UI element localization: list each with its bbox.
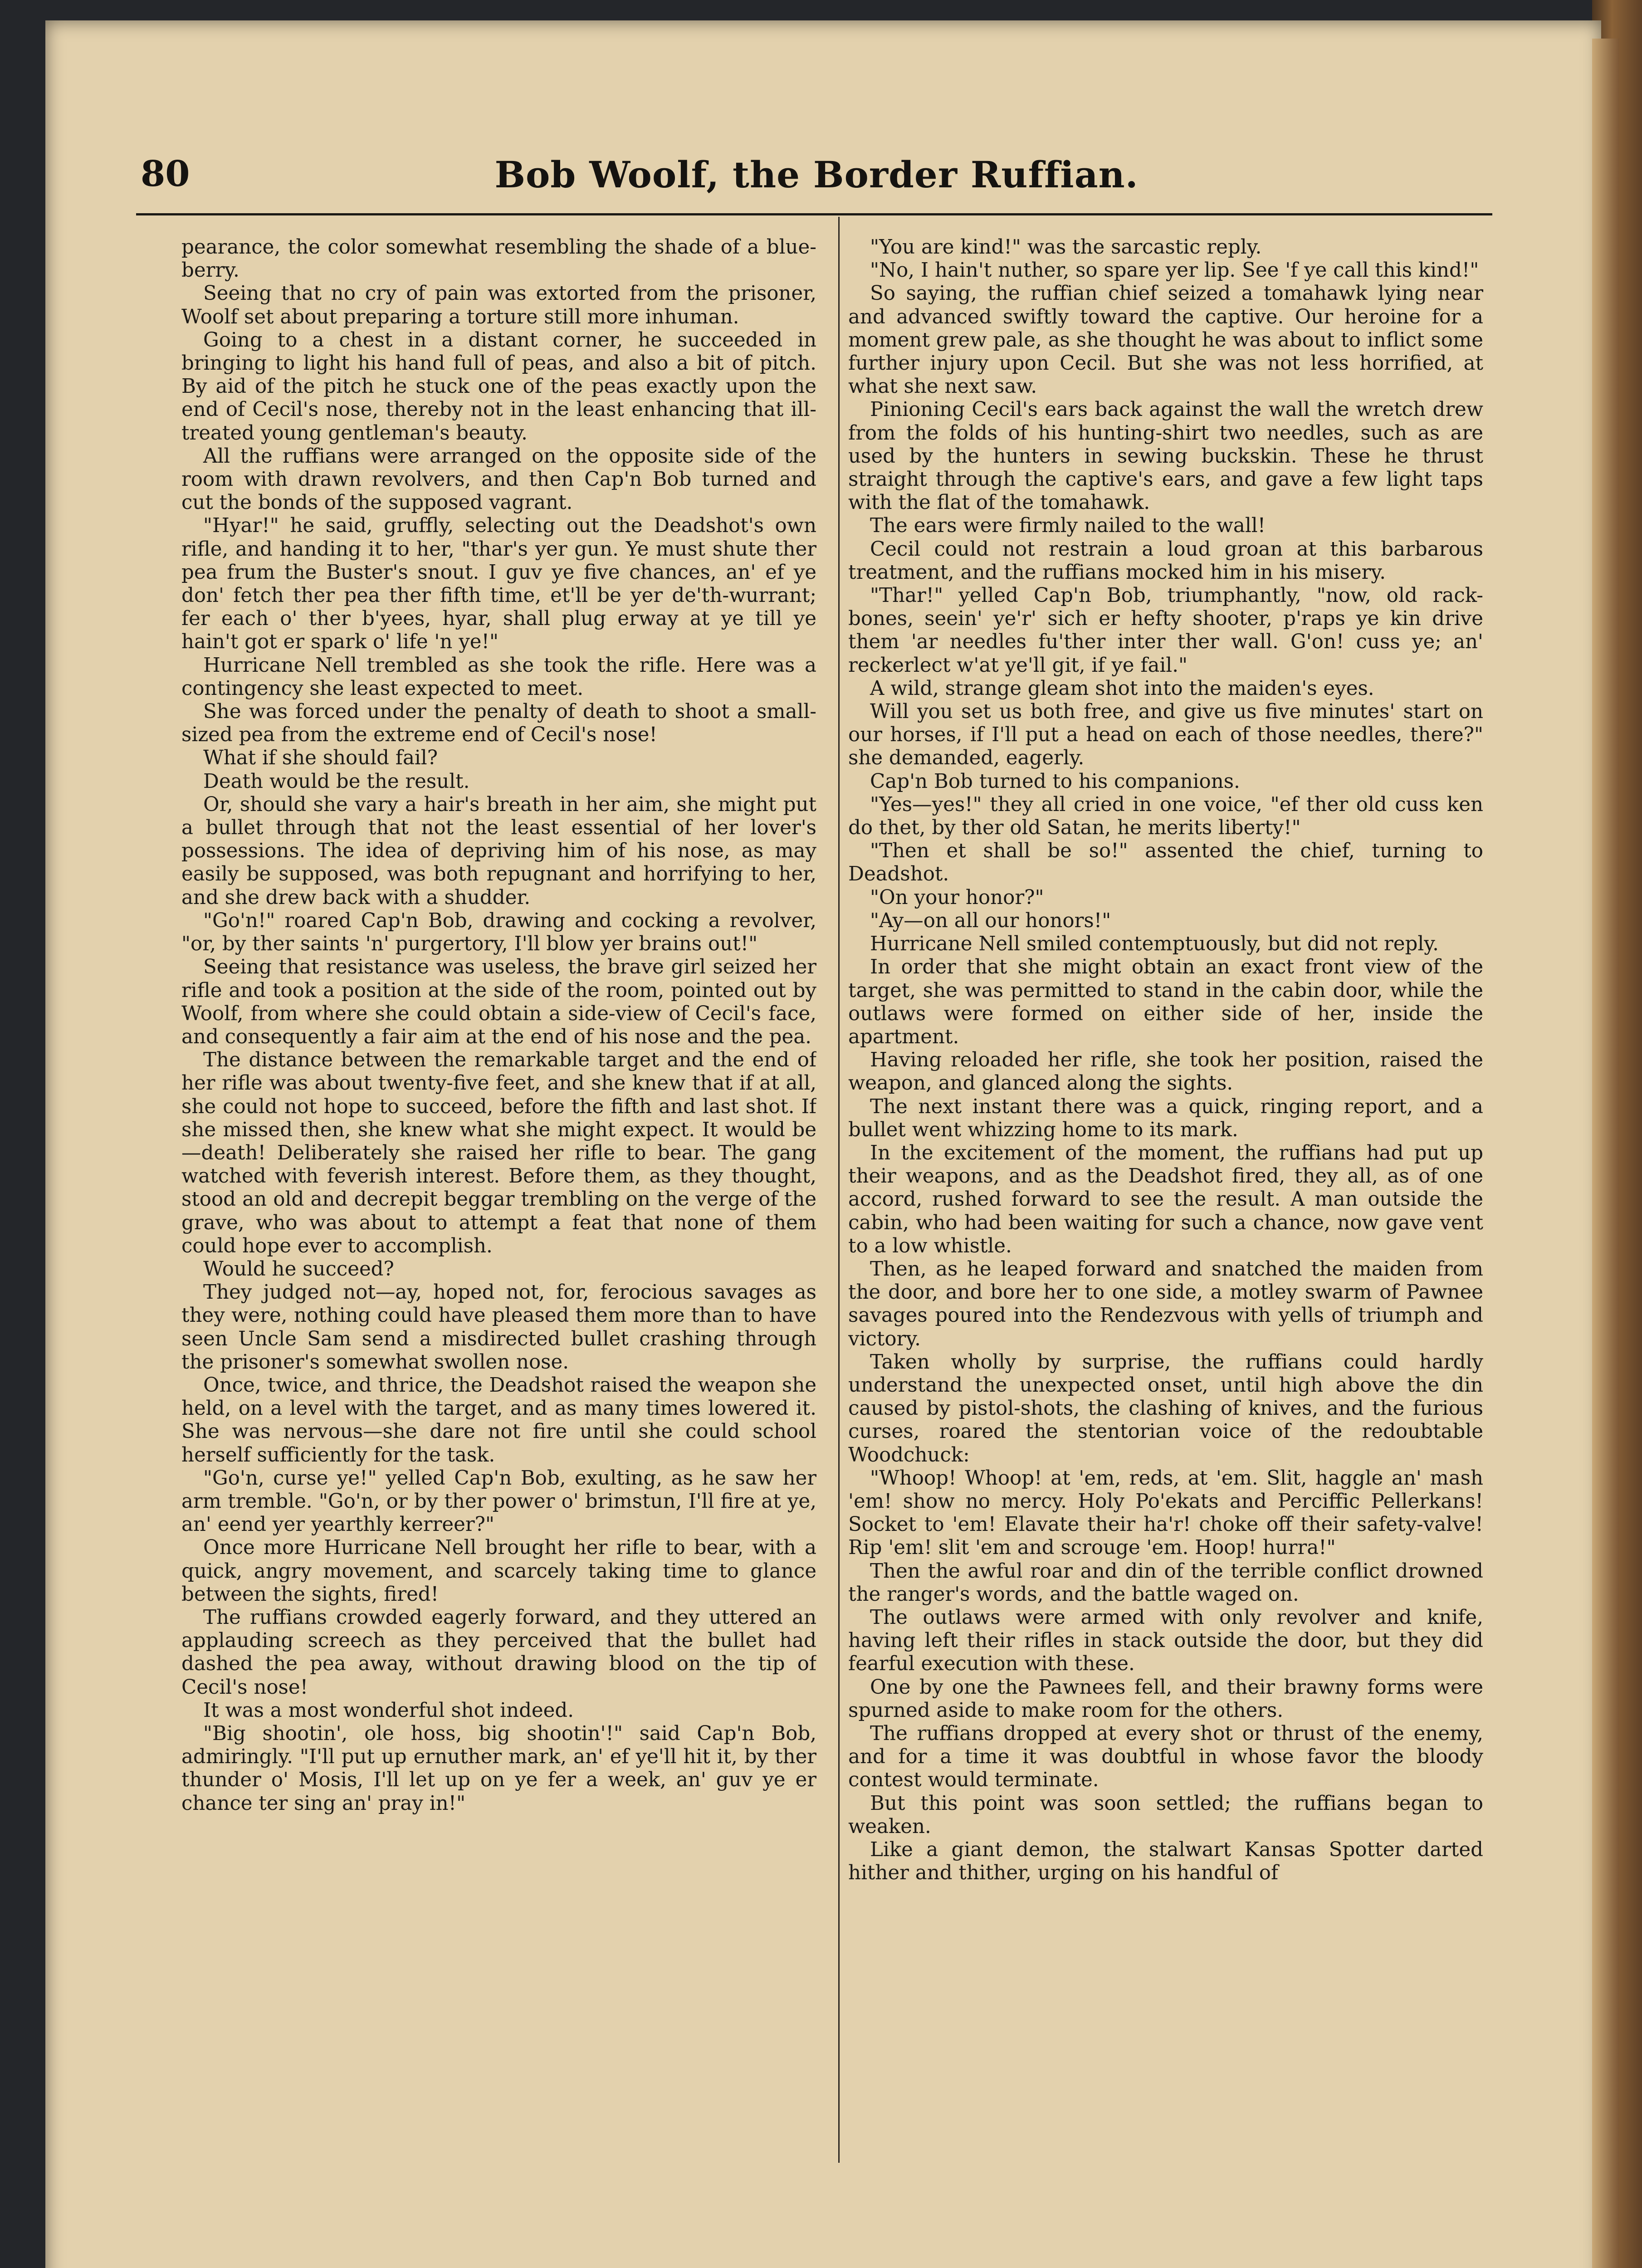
- column-divider: [838, 217, 840, 2163]
- paragraph: The distance between the remarkable target and the end of her rifle was about twenty-five feet, and she knew that if at all, she could not hope to succeed, before the fifth and last shot. If she missed then, she knew what she might expect. It would be —death! Deliberately she raised her rifle to bear. The gang watched with feverish interest. Before them, as they thought, stood an old and decrepit beggar trembling on the verge of the grave, who was about to attempt a feat that none of them could hope ever to accomplish.: [181, 1049, 816, 1257]
- paragraph: Once more Hurricane Nell brought her rifle to bear, with a quick, angry movement, and scarcely taking time to glance between the sights, fired!: [181, 1536, 816, 1606]
- paragraph: Will you set us both free, and give us five minutes' start on our horses, if I'll put a head on each of those needles, there?" she demanded, eagerly.: [848, 700, 1483, 770]
- paragraph: The ruffians crowded eagerly forward, and they uttered an applauding screech as they perceived that the bullet had dashed the pea away, without drawing blood on the tip of Cecil's nose!: [181, 1606, 816, 1699]
- paragraph: Like a giant demon, the stalwart Kansas Spotter darted hither and thither, urging on his handful of: [848, 1838, 1483, 1885]
- page-edge: [1592, 39, 1619, 2268]
- paragraph: Cecil could not restrain a loud groan at this barbarous treatment, and the ruffians mocked him in his misery.: [848, 538, 1483, 584]
- paragraph: Or, should she vary a hair's breath in her aim, she might put a bullet through that not the least essential of her lover's possessions. The idea of depriving him of his nose, as may easily be supposed, was both repugnant and horrifying to her, and she drew back with a shudder.: [181, 793, 816, 909]
- paragraph: Once, twice, and thrice, the Deadshot raised the weapon she held, on a level with the target, and as many times lowered it. She was nervous—she dare not fire until she could school herself sufficiently for the task.: [181, 1374, 816, 1466]
- paragraph: Then, as he leaped forward and snatched the maiden from the door, and bore her to one side, a motley swarm of Pawnee savages poured into the Rendezvous with yells of triumph and victory.: [848, 1257, 1483, 1350]
- paragraph: Would he succeed?: [203, 1257, 394, 1281]
- paragraph: "Then et shall be so!" assented the chief, turning to Deadshot.: [848, 840, 1483, 886]
- paragraph: Hurricane Nell trembled as she took the rifle. Here was a contingency she least expected to meet.: [181, 654, 816, 700]
- paragraph: So saying, the ruffian chief seized a tomahawk lying near and advanced swiftly toward the captive. Our heroine for a moment grew pale, as she thought he was about to inflict some further injury upon Cecil. But she was not less horrified, at what she next saw.: [848, 282, 1483, 398]
- right-column: [848, 236, 1483, 2136]
- paragraph: Cap'n Bob turned to his companions.: [870, 770, 1240, 793]
- paragraph: pearance, the color somewhat resembling the shade of a blue-berry.: [181, 236, 816, 282]
- paragraph: Hurricane Nell smiled contemptuously, but did not reply.: [870, 933, 1439, 956]
- paragraph: They judged not—ay, hoped not, for, ferocious savages as they were, nothing could have pleased them more than to have seen Uncle Sam send a misdirected bullet crashing through the prisoner's somewhat swollen nose.: [181, 1281, 816, 1374]
- paragraph: Going to a chest in a distant corner, he succeeded in bringing to light his hand full of peas, and also a bit of pitch. By aid of the pitch he stuck one of the peas exactly upon the end of Cecil's nose, thereby not in the least enhancing that ill-treated young gentleman's beauty.: [181, 328, 816, 445]
- paragraph: The ears were firmly nailed to the wall!: [870, 514, 1266, 538]
- paragraph: "Go'n, curse ye!" yelled Cap'n Bob, exulting, as he saw her arm tremble. "Go'n, or by ther power o' brimstun, I'll fire at ye, an' eend yer yearthly kerreer?": [181, 1466, 816, 1536]
- paragraph: Taken wholly by surprise, the ruffians could hardly understand the unexpected onset, until high above the din caused by pistol-shots, the clashing of knives, and the furious curses, roared the stentorian voice of the redoubtable Woodchuck:: [848, 1350, 1483, 1466]
- paragraph: Seeing that no cry of pain was extorted from the prisoner, Woolf set about preparing a torture still more inhuman.: [181, 282, 816, 328]
- paragraph: Then the awful roar and din of the terrible conflict drowned the ranger's words, and the battle waged on.: [848, 1559, 1483, 1606]
- paragraph: The outlaws were armed with only revolver and knife, having left their rifles in stack outside the door, but they did fearful execution with these.: [848, 1606, 1483, 1676]
- paragraph: The next instant there was a quick, ringing report, and a bullet went whizzing home to its mark.: [848, 1095, 1483, 1141]
- paragraph: In order that she might obtain an exact front view of the target, she was permitted to stand in the cabin door, while the outlaws were formed on either side of her, inside the apartment.: [848, 956, 1483, 1048]
- paragraph: "Big shootin', ole hoss, big shootin'!" said Cap'n Bob, admiringly. "I'll put up ernuther mark, an' ef ye'll hit it, by ther thunder o' Mosis, I'll let up on ye fer a week, an' guv ye er chance ter sing an' pray in!": [181, 1722, 816, 1815]
- paragraph: "You are kind!" was the sarcastic reply.: [870, 236, 1262, 259]
- paragraph: She was forced under the penalty of death to shoot a small-sized pea from the extreme end of Cecil's nose!: [181, 700, 816, 747]
- paragraph: Seeing that resistance was useless, the brave girl seized her rifle and took a position at the side of the room, pointed out by Woolf, from where she could obtain a side-view of Cecil's face, and consequently a fair aim at the end of his nose and the pea.: [181, 956, 816, 1048]
- paragraph: Pinioning Cecil's ears back against the wall the wretch drew from the folds of his hunting-shirt two needles, such as are used by the hunters in sewing buckskin. These he thrust straight through the captive's ears, and gave a few light taps with the flat of the tomahawk.: [848, 398, 1483, 514]
- paragraph: Having reloaded her rifle, she took her position, raised the weapon, and glanced along the sights.: [848, 1049, 1483, 1095]
- paragraph: It was a most wonderful shot indeed.: [203, 1699, 574, 1722]
- page-number: 80: [141, 153, 190, 195]
- paragraph: The ruffians dropped at every shot or thrust of the enemy, and for a time it was doubtful in whose favor the bloody contest would terminate.: [848, 1722, 1483, 1792]
- paragraph: "Thar!" yelled Cap'n Bob, triumphantly, "now, old rack-bones, seein' ye'r' sich er hefty shooter, p'raps ye kin drive them 'ar needles fu'ther inter ther wall. G'on! cuss ye; an' reckerlect w'at ye'll git, if ye fail.": [848, 584, 1483, 677]
- running-title: Bob Woolf, the Border Ruffian.: [494, 153, 1139, 196]
- paragraph: But this point was soon settled; the ruffians began to weaken.: [848, 1792, 1483, 1838]
- paragraph: "Ay—on all our honors!": [870, 909, 1111, 932]
- paragraph: "Yes—yes!" they all cried in one voice, "ef ther old cuss ken do thet, by ther old Satan, he merits liberty!": [848, 793, 1483, 840]
- left-column: [181, 236, 816, 2136]
- paragraph: One by one the Pawnees fell, and their brawny forms were spurned aside to make room for the others.: [848, 1676, 1483, 1722]
- page-header: [141, 150, 1492, 200]
- paragraph: In the excitement of the moment, the ruffians had put up their weapons, and as the Deadshot fired, they all, as of one accord, rushed forward to see the result. A man outside the cabin, who had been waiting for such a chance, now gave vent to a low whistle.: [848, 1141, 1483, 1257]
- header-rule: [136, 213, 1492, 215]
- paragraph: "On your honor?": [870, 886, 1044, 909]
- paragraph: Death would be the result.: [203, 770, 470, 793]
- paragraph: "Whoop! Whoop! at 'em, reds, at 'em. Slit, haggle an' mash 'em! show no mercy. Holy Po'ekats and Perciffic Pellerkans! Socket to 'em! Elavate their ha'r! choke off their safety-valve! Rip 'em! slit 'em and scrouge 'em. Hoop! hurra!": [848, 1466, 1483, 1559]
- paragraph: What if she should fail?: [203, 747, 438, 770]
- paragraph: "No, I hain't nuther, so spare yer lip. See 'f ye call this kind!": [870, 259, 1479, 282]
- paragraph: "Hyar!" he said, gruffly, selecting out the Deadshot's own rifle, and handing it to her, "thar's yer gun. Ye must shute ther pea frum the Buster's snout. I guv ye five chances, an' ef ye don' fetch ther pea ther fifth time, et'll be yer de'th-wurrant; fer each o' ther b'yees, hyar, shall plug erway at ye till ye hain't got er spark o' life 'n ye!": [181, 514, 816, 654]
- paragraph: All the ruffians were arranged on the opposite side of the room with drawn revolvers, and then Cap'n Bob turned and cut the bonds of the supposed vagrant.: [181, 445, 816, 514]
- paragraph: "Go'n!" roared Cap'n Bob, drawing and cocking a revolver, "or, by ther saints 'n' purgertory, I'll blow yer brains out!": [181, 909, 816, 956]
- paragraph: A wild, strange gleam shot into the maiden's eyes.: [870, 677, 1374, 700]
